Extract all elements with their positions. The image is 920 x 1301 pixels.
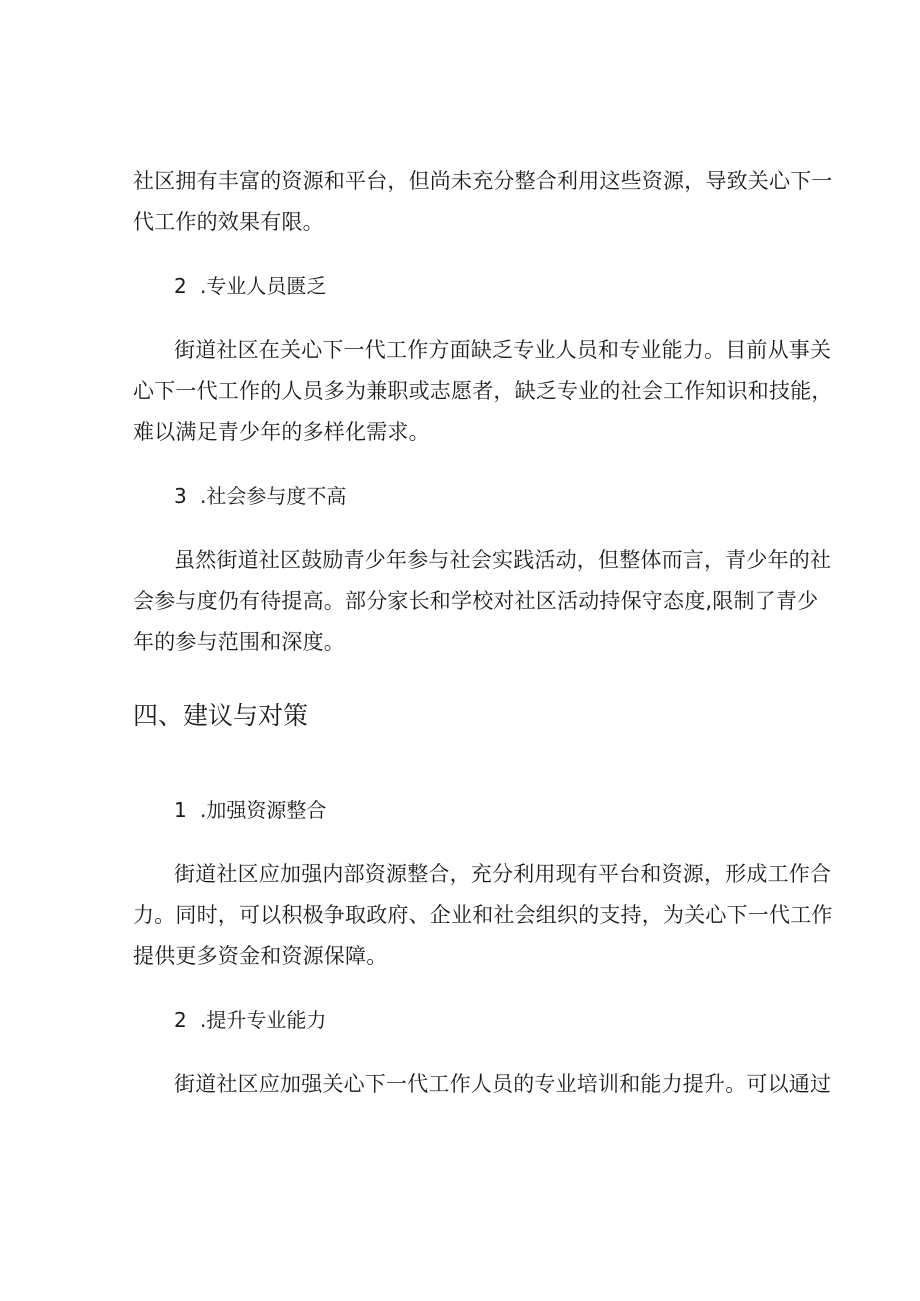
para2-line-3: 难以满足青少年的多样化需求。 (133, 420, 430, 444)
rec1-line-3: 提供更多资金和资源保障。 (133, 944, 388, 968)
recommendation-2-heading (174, 1005, 326, 1035)
subheading-number: 3 (174, 484, 187, 508)
subheading-number: 2 (174, 274, 187, 298)
recommendation-1-heading (174, 795, 326, 825)
rec1-line-1: 街道社区应加强内部资源整合，充分利用现有平台和资源，形成工作合 (174, 862, 832, 886)
subheading-title: .专业人员匮乏 (200, 274, 327, 298)
para3-line-2: 会参与度仍有待提高。部分家长和学校对社区活动持保守态度,限制了青少 (133, 589, 819, 613)
intro-line-2: 代工作的效果有限。 (133, 210, 324, 234)
subheading-title: .加强资源整合 (200, 798, 327, 822)
rec1-line-2: 力。同时，可以积极争取政府、企业和社会组织的支持，为关心下一代工作 (133, 903, 833, 927)
subheading-number: 2 (174, 1008, 187, 1032)
para2-line-2: 心下一代工作的人员多为兼职或志愿者，缺乏专业的社会工作知识和技能， (133, 379, 833, 403)
subheading-number: 1 (174, 798, 187, 822)
para3-line-3: 年的参与范围和深度。 (133, 630, 345, 654)
intro-line-1: 社区拥有丰富的资源和平台，但尚未充分整合利用这些资源，导致关心下一 (133, 169, 833, 193)
para3-line-1: 虽然街道社区鼓励青少年参与社会实践活动，但整体而言，青少年的社 (174, 548, 832, 572)
subheading-title: .社会参与度不高 (200, 484, 347, 508)
subheading-title: .提升专业能力 (200, 1008, 327, 1032)
subheading-2 (174, 271, 326, 301)
para2-line-1: 街道社区在关心下一代工作方面缺乏专业人员和专业能力。目前从事关 (174, 338, 832, 362)
rec2-line-1: 街道社区应加强关心下一代工作人员的专业培训和能力提升。可以通过 (174, 1072, 832, 1096)
section-heading-4: 四、建议与对策 (133, 701, 309, 730)
subheading-3 (174, 481, 346, 511)
